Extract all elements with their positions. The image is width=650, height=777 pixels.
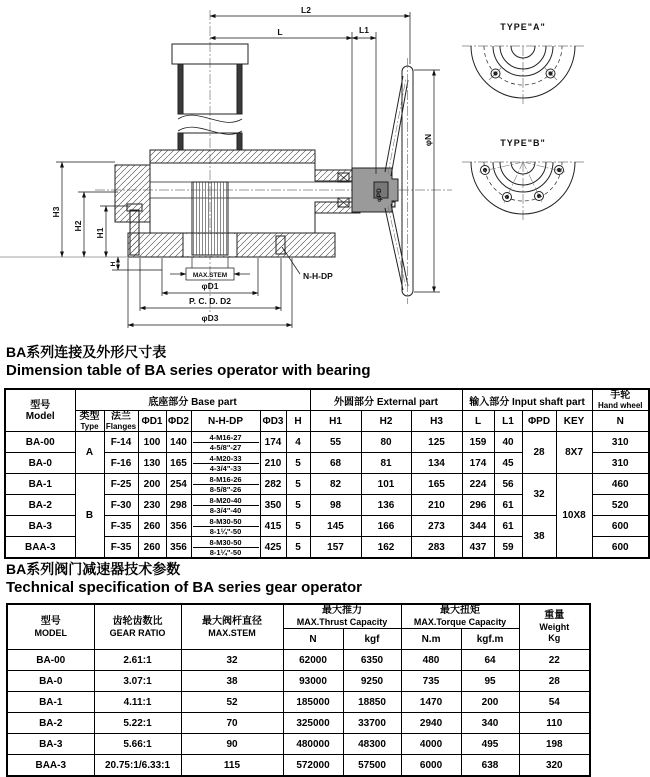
t2-header-thrust bbox=[283, 604, 401, 629]
t1-header-flanges-zh: 法兰 bbox=[111, 411, 131, 422]
cell-d2: 298 bbox=[166, 495, 191, 516]
t1-header-key: KEY bbox=[556, 411, 592, 432]
cell-type-b: B bbox=[75, 474, 104, 559]
cell-weight: 22 bbox=[519, 650, 590, 671]
cell-ratio: 4.11:1 bbox=[94, 692, 181, 713]
cell-thrust-n: 480000 bbox=[283, 734, 343, 755]
cell-l: 437 bbox=[462, 537, 494, 559]
cell-model: BA-00 bbox=[7, 650, 94, 671]
cell-l: 296 bbox=[462, 495, 494, 516]
cell-model: BA-3 bbox=[5, 516, 75, 537]
cell-stem: 52 bbox=[181, 692, 283, 713]
cell-d1: 100 bbox=[138, 432, 166, 453]
cell-weight: 110 bbox=[519, 713, 590, 734]
cell-h1: 55 bbox=[310, 432, 361, 453]
t2-header-ratio-zh: 齿轮齿数比 bbox=[112, 615, 163, 627]
t1-header-flanges bbox=[104, 411, 138, 432]
cell-flange: F-35 bbox=[104, 516, 138, 537]
cell-h2: 136 bbox=[361, 495, 411, 516]
t2-header-torque bbox=[401, 604, 519, 629]
cell-l1: 61 bbox=[494, 516, 522, 537]
cell-h2: 166 bbox=[361, 516, 411, 537]
cell-torque-kgfm: 200 bbox=[461, 692, 519, 713]
cell-d1: 260 bbox=[138, 537, 166, 559]
cell-pd: 28 bbox=[522, 432, 556, 474]
cell-h3: 273 bbox=[411, 516, 462, 537]
cell-nhdp bbox=[191, 495, 260, 516]
dimension-table bbox=[4, 388, 650, 559]
t2-header-torque-en: MAX.Torque Capacity bbox=[413, 617, 507, 627]
table-row bbox=[7, 671, 590, 692]
cell-type-a: A bbox=[75, 432, 104, 474]
section1-title bbox=[6, 343, 646, 381]
cell-thrust-n: 93000 bbox=[283, 671, 343, 692]
cell-weight: 198 bbox=[519, 734, 590, 755]
dim-label-l1: L1 bbox=[359, 25, 369, 35]
t1-header-h: H bbox=[286, 411, 310, 432]
t1-header-model-en: Model bbox=[25, 410, 55, 422]
cell-stem: 38 bbox=[181, 671, 283, 692]
cell-stem: 70 bbox=[181, 713, 283, 734]
t1-header-d3: ΦD3 bbox=[260, 411, 286, 432]
table-row bbox=[7, 734, 590, 755]
cell-ratio: 20.75:1/6.33:1 bbox=[94, 755, 181, 777]
cell-h3: 165 bbox=[411, 474, 462, 495]
t1-header-type-zh: 类型 bbox=[79, 411, 100, 422]
cell-d3: 210 bbox=[260, 453, 286, 474]
table-row bbox=[7, 692, 590, 713]
nhdp-bottom: 8-1¼"-50 bbox=[209, 526, 242, 536]
cell-thrust-kgf: 9250 bbox=[343, 671, 401, 692]
t2-header-thrust-en: MAX.Thrust Capacity bbox=[296, 617, 388, 627]
cell-key: 8X7 bbox=[556, 432, 592, 474]
nhdp-bottom: 4-3/4"-33 bbox=[209, 463, 242, 473]
section2-title bbox=[6, 560, 646, 598]
cell-model: BA-00 bbox=[5, 432, 75, 453]
cell-thrust-kgf: 48300 bbox=[343, 734, 401, 755]
dim-label-phi-n: φN bbox=[423, 133, 433, 147]
t2-header-model bbox=[7, 604, 94, 650]
cell-d1: 130 bbox=[138, 453, 166, 474]
cell-thrust-kgf: 33700 bbox=[343, 713, 401, 734]
section1-title-zh: BA系列连接及外形尺寸表 bbox=[6, 344, 167, 360]
t2-header-model-zh: 型号 bbox=[40, 615, 61, 627]
cell-l: 159 bbox=[462, 432, 494, 453]
cell-nhdp bbox=[191, 474, 260, 495]
t2-header-kgfm: kgf.m bbox=[461, 629, 519, 650]
nhdp-top: 8-M30-50 bbox=[193, 538, 259, 548]
cell-model: BA-2 bbox=[7, 713, 94, 734]
table-row bbox=[7, 650, 590, 671]
t2-header-weight-kg: Kg bbox=[548, 633, 561, 643]
nhdp-top: 8-M16-26 bbox=[193, 475, 259, 485]
cell-torque-nm: 6000 bbox=[401, 755, 461, 777]
cell-l1: 59 bbox=[494, 537, 522, 559]
t2-header-torque-zh: 最大扭矩 bbox=[440, 605, 481, 616]
dim-label-h: H bbox=[110, 261, 117, 267]
cell-l1: 40 bbox=[494, 432, 522, 453]
cell-model: BAA-3 bbox=[5, 537, 75, 559]
nhdp-bottom: 8-3/4"-40 bbox=[209, 505, 242, 515]
cell-flange: F-35 bbox=[104, 537, 138, 559]
cell-weight: 54 bbox=[519, 692, 590, 713]
cell-torque-kgfm: 495 bbox=[461, 734, 519, 755]
cell-d2: 254 bbox=[166, 474, 191, 495]
cell-nhdp bbox=[191, 516, 260, 537]
cell-l1: 61 bbox=[494, 495, 522, 516]
nhdp-top: 4-M16-27 bbox=[193, 433, 259, 443]
cell-d2: 140 bbox=[166, 432, 191, 453]
nhdp-top: 4-M20-33 bbox=[193, 454, 259, 464]
dim-label-n-h-dp: N-H-DP bbox=[303, 271, 333, 281]
nhdp-bottom: 4-5/8"-27 bbox=[209, 442, 242, 452]
dim-label-phi-d1: φD1 bbox=[201, 281, 219, 291]
cell-d2: 165 bbox=[166, 453, 191, 474]
cell-model: BA-0 bbox=[5, 453, 75, 474]
cell-h3: 125 bbox=[411, 432, 462, 453]
table-row bbox=[7, 755, 590, 777]
t2-header-stem bbox=[181, 604, 283, 650]
cell-h: 5 bbox=[286, 474, 310, 495]
t1-header-h1: H1 bbox=[310, 411, 361, 432]
t2-header-thrust-zh: 最大推力 bbox=[322, 605, 362, 616]
technical-spec-table bbox=[6, 603, 591, 777]
t2-header-ratio-en: GEAR RATIO bbox=[109, 627, 166, 638]
cell-pd: 32 bbox=[522, 474, 556, 516]
section1-title-en: Dimension table of BA series operator with bearing bbox=[6, 362, 371, 379]
t1-header-model-zh: 型号 bbox=[30, 399, 51, 411]
cell-stem: 115 bbox=[181, 755, 283, 777]
cell-h: 5 bbox=[286, 453, 310, 474]
cell-stem: 32 bbox=[181, 650, 283, 671]
t2-header-kgf: kgf bbox=[343, 629, 401, 650]
t2-header-stem-en: MAX.STEM bbox=[208, 627, 256, 638]
cell-d1: 260 bbox=[138, 516, 166, 537]
section2-title-en: Technical specification of BA series gear operator bbox=[6, 579, 362, 596]
t1-header-d1: ΦD1 bbox=[138, 411, 166, 432]
cell-h2: 162 bbox=[361, 537, 411, 559]
cell-torque-nm: 2940 bbox=[401, 713, 461, 734]
cell-stem: 90 bbox=[181, 734, 283, 755]
cell-d1: 230 bbox=[138, 495, 166, 516]
t2-header-n: N bbox=[283, 629, 343, 650]
t2-header-model-en: MODEL bbox=[34, 627, 67, 638]
t2-header-weight bbox=[519, 604, 590, 650]
t1-header-type bbox=[75, 411, 104, 432]
technical-drawing bbox=[0, 0, 650, 344]
cell-n: 310 bbox=[592, 432, 649, 453]
section2-title-zh: BA系列阀门减速器技术参数 bbox=[6, 561, 181, 577]
cell-d3: 350 bbox=[260, 495, 286, 516]
cell-ratio: 5.22:1 bbox=[94, 713, 181, 734]
cell-h2: 101 bbox=[361, 474, 411, 495]
cell-h1: 157 bbox=[310, 537, 361, 559]
t2-header-stem-zh: 最大阀杆直径 bbox=[202, 615, 262, 627]
t1-header-n: N bbox=[592, 411, 649, 432]
type-a-label: TYPE"A" bbox=[500, 22, 546, 32]
type-b-label: TYPE"B" bbox=[500, 138, 546, 148]
cell-nhdp bbox=[191, 453, 260, 474]
cell-torque-nm: 4000 bbox=[401, 734, 461, 755]
cell-thrust-n: 325000 bbox=[283, 713, 343, 734]
cell-h: 5 bbox=[286, 495, 310, 516]
table-row bbox=[5, 432, 649, 453]
t1-header-row-2 bbox=[5, 411, 649, 432]
cell-h1: 68 bbox=[310, 453, 361, 474]
cell-model: BA-1 bbox=[5, 474, 75, 495]
cell-model: BA-3 bbox=[7, 734, 94, 755]
cell-ratio: 5.66:1 bbox=[94, 734, 181, 755]
cell-h1: 98 bbox=[310, 495, 361, 516]
t2-header-weight-en: Weight bbox=[539, 622, 570, 632]
dim-label-pcd-d2: P. C. D. D2 bbox=[189, 296, 231, 306]
cell-d2: 356 bbox=[166, 537, 191, 559]
cell-thrust-n: 185000 bbox=[283, 692, 343, 713]
t1-header-external-part: 外圆部分 External part bbox=[310, 389, 462, 411]
cell-torque-kgfm: 64 bbox=[461, 650, 519, 671]
cell-h: 4 bbox=[286, 432, 310, 453]
cell-h2: 81 bbox=[361, 453, 411, 474]
t1-header-model bbox=[5, 389, 75, 432]
cell-pd: 38 bbox=[522, 516, 556, 559]
cell-model: BA-1 bbox=[7, 692, 94, 713]
cell-n: 520 bbox=[592, 495, 649, 516]
cell-h2: 80 bbox=[361, 432, 411, 453]
dim-label-l: L bbox=[277, 27, 283, 37]
cell-h: 5 bbox=[286, 516, 310, 537]
cell-key: 10X8 bbox=[556, 474, 592, 559]
cell-thrust-n: 62000 bbox=[283, 650, 343, 671]
cell-h: 5 bbox=[286, 537, 310, 559]
dim-label-h2: H2 bbox=[73, 220, 83, 232]
cell-h1: 82 bbox=[310, 474, 361, 495]
cell-d2: 356 bbox=[166, 516, 191, 537]
cell-d3: 282 bbox=[260, 474, 286, 495]
cell-torque-kgfm: 340 bbox=[461, 713, 519, 734]
nhdp-top: 8-M30-50 bbox=[193, 517, 259, 527]
cell-l: 224 bbox=[462, 474, 494, 495]
t1-header-hand-wheel-en: Hand wheel bbox=[598, 401, 643, 410]
cell-l1: 45 bbox=[494, 453, 522, 474]
t2-header-row-1 bbox=[7, 604, 590, 629]
cell-thrust-kgf: 57500 bbox=[343, 755, 401, 777]
table-row bbox=[7, 713, 590, 734]
cell-weight: 28 bbox=[519, 671, 590, 692]
cell-torque-kgfm: 95 bbox=[461, 671, 519, 692]
cell-torque-nm: 1470 bbox=[401, 692, 461, 713]
nhdp-bottom: 8-1¼"-50 bbox=[209, 547, 242, 557]
t1-header-hand-wheel bbox=[592, 389, 649, 411]
cell-weight: 320 bbox=[519, 755, 590, 777]
cell-l1: 56 bbox=[494, 474, 522, 495]
t2-header-ratio bbox=[94, 604, 181, 650]
cell-thrust-kgf: 18850 bbox=[343, 692, 401, 713]
dim-label-h3: H3 bbox=[51, 206, 61, 218]
cell-n: 600 bbox=[592, 537, 649, 559]
cell-h3: 283 bbox=[411, 537, 462, 559]
t1-header-row-1 bbox=[5, 389, 649, 411]
t1-header-base-part: 底座部分 Base part bbox=[75, 389, 310, 411]
t2-header-weight-zh: 重量 bbox=[544, 610, 565, 621]
dim-label-phi-d3: φD3 bbox=[201, 313, 219, 323]
t2-header-nm: N.m bbox=[401, 629, 461, 650]
cell-flange: F-16 bbox=[104, 453, 138, 474]
cell-thrust-kgf: 6350 bbox=[343, 650, 401, 671]
cell-flange: F-30 bbox=[104, 495, 138, 516]
cell-nhdp bbox=[191, 432, 260, 453]
cell-l: 344 bbox=[462, 516, 494, 537]
cell-h3: 134 bbox=[411, 453, 462, 474]
t1-header-d2: ΦD2 bbox=[166, 411, 191, 432]
cell-h3: 210 bbox=[411, 495, 462, 516]
t1-header-pd: ΦPD bbox=[522, 411, 556, 432]
cell-d3: 174 bbox=[260, 432, 286, 453]
dim-label-l2: L2 bbox=[301, 5, 311, 15]
t1-header-l1: L1 bbox=[494, 411, 522, 432]
cell-n: 310 bbox=[592, 453, 649, 474]
cell-torque-nm: 735 bbox=[401, 671, 461, 692]
cell-ratio: 3.07:1 bbox=[94, 671, 181, 692]
t1-header-l: L bbox=[462, 411, 494, 432]
dim-label-h1: H1 bbox=[95, 227, 105, 239]
dim-label-phi-pd: φPD bbox=[376, 188, 383, 202]
cell-model: BA-0 bbox=[7, 671, 94, 692]
cell-ratio: 2.61:1 bbox=[94, 650, 181, 671]
table-row bbox=[5, 474, 649, 495]
cell-flange: F-14 bbox=[104, 432, 138, 453]
t1-header-hand-wheel-zh: 手轮 bbox=[610, 390, 631, 401]
cell-l: 174 bbox=[462, 453, 494, 474]
cell-torque-kgfm: 638 bbox=[461, 755, 519, 777]
t1-header-input-part: 输入部分 Input shaft part bbox=[462, 389, 592, 411]
cell-model: BAA-3 bbox=[7, 755, 94, 777]
nhdp-bottom: 8-5/8"-26 bbox=[209, 484, 242, 494]
cell-torque-nm: 480 bbox=[401, 650, 461, 671]
cell-model: BA-2 bbox=[5, 495, 75, 516]
cell-thrust-n: 572000 bbox=[283, 755, 343, 777]
t1-header-h3: H3 bbox=[411, 411, 462, 432]
cell-h1: 145 bbox=[310, 516, 361, 537]
t1-header-nhdp: N-H-DP bbox=[191, 411, 260, 432]
cell-d3: 425 bbox=[260, 537, 286, 559]
t1-header-h2: H2 bbox=[361, 411, 411, 432]
cell-n: 600 bbox=[592, 516, 649, 537]
cell-flange: F-25 bbox=[104, 474, 138, 495]
t1-header-flanges-en: Flanges bbox=[105, 422, 137, 431]
cell-nhdp bbox=[191, 537, 260, 559]
cell-n: 460 bbox=[592, 474, 649, 495]
cell-d3: 415 bbox=[260, 516, 286, 537]
nhdp-top: 8-M20-40 bbox=[193, 496, 259, 506]
t1-header-type-en: Type bbox=[80, 422, 99, 431]
dim-label-max-stem: MAX.STEM bbox=[192, 272, 228, 279]
cell-d1: 200 bbox=[138, 474, 166, 495]
